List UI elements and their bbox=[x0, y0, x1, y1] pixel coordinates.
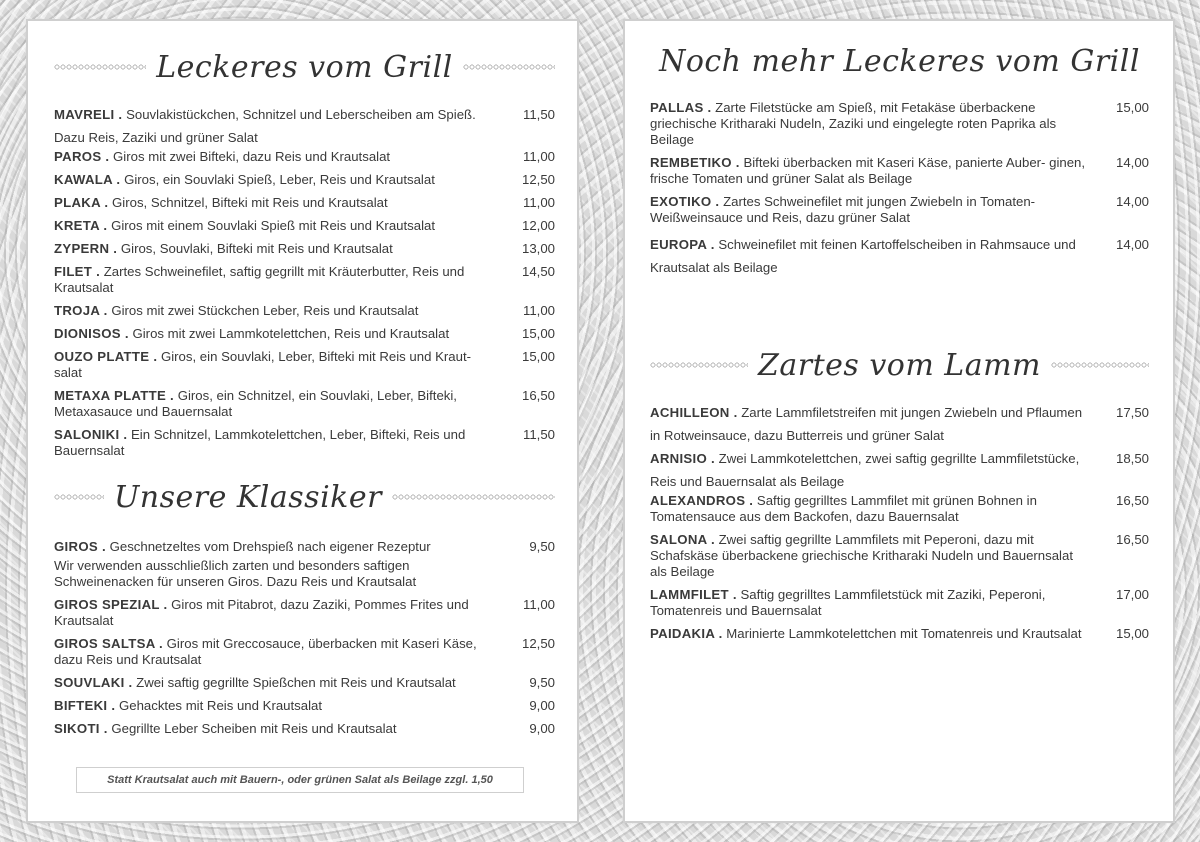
dish-price: 9,50 bbox=[529, 675, 555, 690]
dish-price: 11,00 bbox=[522, 195, 555, 210]
dish-name: OUZO PLATTE . bbox=[54, 349, 158, 364]
dish-price: 14,00 bbox=[1115, 155, 1149, 170]
dish-description: Souvlakistückchen, Schnitzel und Leberscheiben am Spieß. Dazu Reis, Zaziki und grüner Salat bbox=[54, 107, 476, 145]
dish-price: 12,00 bbox=[521, 218, 555, 233]
dish-name: ACHILLEON . bbox=[650, 405, 738, 420]
dish-price: 11,00 bbox=[522, 149, 555, 164]
menu-item bbox=[54, 698, 555, 714]
menu-item bbox=[650, 587, 1149, 619]
section-heading-lamm bbox=[650, 335, 1149, 395]
dish-price: 11,00 bbox=[522, 597, 555, 612]
dish-description: Zarte Filetstücke am Spieß, mit Fetakäse überbackene griechische Kritharaki Nudeln, Zaziki und eingelegte roten Paprika als Beilage bbox=[650, 100, 1057, 147]
dish-price: 15,00 bbox=[1115, 626, 1149, 641]
menu-item bbox=[54, 558, 555, 590]
dish-price: 12,50 bbox=[521, 172, 555, 187]
menu-list-grill bbox=[54, 103, 555, 459]
dish-name: BIFTEKI . bbox=[54, 698, 116, 713]
ornament-line bbox=[54, 494, 104, 500]
dish-price: 11,00 bbox=[522, 303, 555, 318]
dish-description: Giros mit zwei Bifteki, dazu Reis und Krautsalat bbox=[113, 149, 391, 164]
dish-name: MAVRELI . bbox=[54, 107, 123, 122]
dish-name: GIROS SPEZIAL . bbox=[54, 597, 168, 612]
dish-price: 16,50 bbox=[1115, 493, 1149, 508]
dish-description: Giros mit Greccosauce, überbacken mit Kaseri Käse, dazu Reis und Krautsalat bbox=[54, 636, 477, 667]
dish-name: ALEXANDROS . bbox=[650, 493, 754, 508]
menu-page-left bbox=[28, 21, 577, 821]
dish-description: Giros, Souvlaki, Bifteki mit Reis und Krautsalat bbox=[120, 241, 393, 256]
ornament-line bbox=[1051, 362, 1149, 368]
menu-item bbox=[650, 100, 1149, 148]
dish-description: Zwei Lammkotelettchen, zwei saftig gegrillte Lammfiletstücke, Reis und Bauernsalat als Beilage bbox=[650, 451, 1080, 489]
dish-description: Ein Schnitzel, Lammkotelettchen, Leber, Bifteki, Reis und Bauernsalat bbox=[54, 427, 466, 458]
dish-description: Zarte Lammfiletstreifen mit jungen Zwiebeln und Pflaumen in Rotweinsauce, dazu Butterreis und grüner Salat bbox=[650, 405, 1083, 443]
dish-name: REMBETIKO . bbox=[650, 155, 740, 170]
dish-name: DIONISOS . bbox=[54, 326, 129, 341]
ornament-line bbox=[392, 494, 555, 500]
dish-description: Zartes Schweinefilet, saftig gegrillt mit Kräuterbutter, Reis und Krautsalat bbox=[54, 264, 465, 295]
dish-name: KAWALA . bbox=[54, 172, 121, 187]
dish-description: Giros mit zwei Stückchen Leber, Reis und Krautsalat bbox=[111, 303, 419, 318]
section-title: Unsere Klassiker bbox=[114, 479, 382, 515]
dish-name: GIROS . bbox=[54, 539, 106, 554]
dish-name: PALLAS . bbox=[650, 100, 712, 115]
dish-name: EXOTIKO . bbox=[650, 194, 720, 209]
menu-item bbox=[54, 195, 555, 211]
dish-price: 11,50 bbox=[522, 427, 555, 442]
dish-price: 13,00 bbox=[521, 241, 555, 256]
ornament-line bbox=[463, 64, 555, 70]
dish-price: 12,50 bbox=[521, 636, 555, 651]
menu-item bbox=[54, 597, 555, 629]
dish-name: LAMMFILET . bbox=[650, 587, 737, 602]
menu-item bbox=[54, 264, 555, 296]
menu-item bbox=[650, 194, 1149, 226]
dish-price: 16,50 bbox=[521, 388, 555, 403]
dish-description: Giros mit zwei Lammkotelettchen, Reis und Krautsalat bbox=[132, 326, 450, 341]
section-title: Zartes vom Lamm bbox=[758, 347, 1042, 383]
dish-price: 11,50 bbox=[522, 107, 555, 122]
menu-item bbox=[54, 149, 555, 165]
dish-name: METAXA PLATTE . bbox=[54, 388, 175, 403]
menu-page-right bbox=[625, 21, 1173, 821]
menu-item bbox=[54, 241, 555, 257]
section-heading-grill bbox=[54, 37, 555, 97]
dish-name: PAIDAKIA . bbox=[650, 626, 723, 641]
dish-name: SOUVLAKI . bbox=[54, 675, 133, 690]
dish-price: 18,50 bbox=[1115, 451, 1149, 466]
dish-price: 17,50 bbox=[1115, 405, 1149, 420]
menu-item bbox=[650, 155, 1149, 187]
dish-description: Marinierte Lammkotelettchen mit Tomatenreis und Krautsalat bbox=[726, 626, 1082, 641]
menu-item bbox=[54, 721, 555, 737]
menu-item bbox=[54, 218, 555, 234]
dish-description: Giros, ein Souvlaki, Leber, Bifteki mit Reis und Kraut- salat bbox=[54, 349, 472, 380]
side-dish-note: Statt Krautsalat auch mit Bauern-, oder grünen Salat als Beilage zzgl. 1,50 bbox=[76, 767, 524, 793]
menu-list-grill2 bbox=[650, 100, 1149, 279]
menu-item bbox=[54, 103, 555, 149]
dish-description: Zwei saftig gegrillte Spießchen mit Reis und Krautsalat bbox=[136, 675, 456, 690]
menu-item bbox=[650, 401, 1149, 447]
dish-name: EUROPA . bbox=[650, 237, 715, 252]
dish-price: 14,00 bbox=[1115, 194, 1149, 209]
dish-name: KRETA . bbox=[54, 218, 108, 233]
dish-description: Zartes Schweinefilet mit jungen Zwiebeln in Tomaten-Weißweinsauce und Reis, dazu grüner Salat bbox=[650, 194, 1036, 225]
dish-price: 9,00 bbox=[529, 698, 555, 713]
dish-price: 14,00 bbox=[1115, 237, 1149, 252]
dish-name: PAROS . bbox=[54, 149, 110, 164]
dish-description: Giros mit einem Souvlaki Spieß mit Reis und Krautsalat bbox=[111, 218, 436, 233]
dish-name: TROJA . bbox=[54, 303, 108, 318]
menu-item bbox=[54, 636, 555, 668]
dish-description: Gegrillte Leber Scheiben mit Reis und Krautsalat bbox=[111, 721, 397, 736]
dish-price: 17,00 bbox=[1115, 587, 1149, 602]
dish-price: 15,00 bbox=[1115, 100, 1149, 115]
menu-item bbox=[54, 349, 555, 381]
dish-name: PLAKA . bbox=[54, 195, 109, 210]
menu-item bbox=[54, 303, 555, 319]
menu-item bbox=[54, 535, 555, 558]
dish-description: Geschnetzeltes vom Drehspieß nach eigener Rezeptur bbox=[109, 539, 431, 554]
dish-name: SIKOTI . bbox=[54, 721, 108, 736]
menu-item bbox=[650, 447, 1149, 493]
menu-item bbox=[54, 388, 555, 420]
menu-item bbox=[54, 427, 555, 459]
dish-price: 9,00 bbox=[529, 721, 555, 736]
dish-name: FILET . bbox=[54, 264, 101, 279]
dish-description: Giros, Schnitzel, Bifteki mit Reis und Krautsalat bbox=[112, 195, 388, 210]
dish-description: Schweinefilet mit feinen Kartoffelscheiben in Rahmsauce und Krautsalat als Beilage bbox=[650, 237, 1076, 275]
dish-name: ARNISIO . bbox=[650, 451, 715, 466]
dish-price: 16,50 bbox=[1115, 532, 1149, 547]
menu-item bbox=[650, 233, 1149, 279]
dish-description: Gehacktes mit Reis und Krautsalat bbox=[118, 698, 323, 713]
menu-item bbox=[650, 493, 1149, 525]
section-heading-grill2 bbox=[650, 31, 1149, 91]
dish-description: Bifteki überbacken mit Kaseri Käse, panierte Auber- ginen, frische Tomaten und grüner Salat als Beilage bbox=[650, 155, 1086, 186]
menu-list-lamm bbox=[650, 401, 1149, 642]
dish-description: Saftig gegrilltes Lammfilet mit grünen Bohnen in Tomatensauce aus dem Backofen, dazu Bauernsalat bbox=[650, 493, 1037, 524]
dish-description: Giros, ein Schnitzel, ein Souvlaki, Leber, Bifteki, Metaxasauce und Bauernsalat bbox=[54, 388, 457, 419]
section-title: Noch mehr Leckeres vom Grill bbox=[659, 43, 1140, 79]
dish-name: ZYPERN . bbox=[54, 241, 118, 256]
dish-description: Giros mit Pitabrot, dazu Zaziki, Pommes Frites und Krautsalat bbox=[54, 597, 469, 628]
dish-price: 14,50 bbox=[521, 264, 555, 279]
menu-list-klassiker bbox=[54, 535, 555, 737]
menu-item bbox=[54, 172, 555, 188]
menu-item bbox=[650, 626, 1149, 642]
dish-name: GIROS SALTSA . bbox=[54, 636, 163, 651]
dish-price: 15,00 bbox=[521, 349, 555, 364]
menu-item bbox=[54, 326, 555, 342]
menu-item bbox=[650, 532, 1149, 580]
dish-description: Zwei saftig gegrillte Lammfilets mit Peperoni, dazu mit Schafskäse überbackene griechische Kritharaki Nudeln und Bauernsalat als Beilage bbox=[650, 532, 1073, 579]
dish-description: Giros, ein Souvlaki Spieß, Leber, Reis und Krautsalat bbox=[124, 172, 435, 187]
dish-description: Saftig gegrilltes Lammfiletstück mit Zaziki, Peperoni, Tomatenreis und Bauernsalat bbox=[650, 587, 1046, 618]
dish-description: Wir verwenden ausschließlich zarten und besonders saftigen Schweinenacken für unseren Giros. Dazu Reis und Krautsalat bbox=[54, 558, 417, 589]
dish-name: SALONA . bbox=[650, 532, 715, 547]
ornament-line bbox=[650, 362, 748, 368]
section-title: Leckeres vom Grill bbox=[156, 49, 453, 85]
dish-name: SALONIKI . bbox=[54, 427, 128, 442]
dish-price: 15,00 bbox=[521, 326, 555, 341]
ornament-line bbox=[54, 64, 146, 70]
section-heading-klassiker bbox=[54, 467, 555, 527]
menu-item bbox=[54, 675, 555, 691]
dish-price: 9,50 bbox=[529, 539, 555, 554]
